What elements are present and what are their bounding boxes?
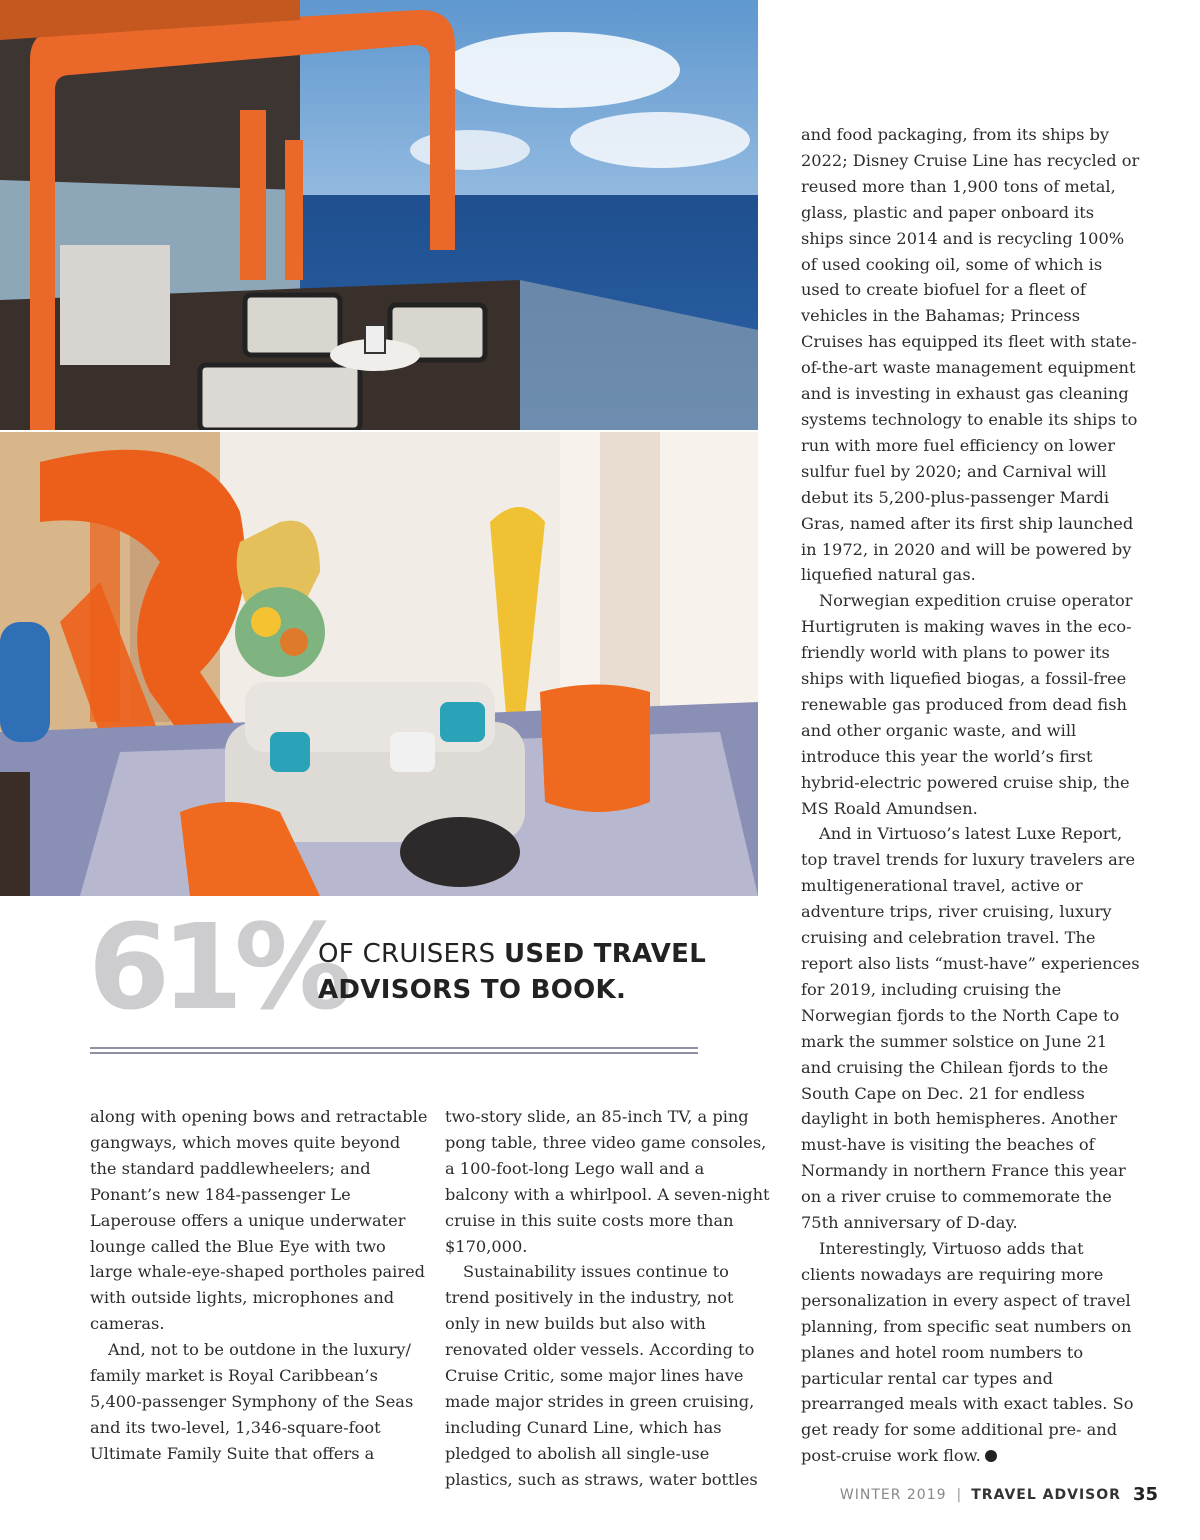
footer-magazine: TRAVEL ADVISOR xyxy=(971,1486,1121,1503)
stat-caption-bold-2: ADVISORS TO BOOK. xyxy=(318,975,627,1005)
footer-issue: WINTER 2019 xyxy=(839,1486,947,1503)
paragraph-final-text: Interestingly, Virtuoso adds that clients nowadays are requiring more personalization in every aspect of travel planning, from specific seat numbers on planes and hotel room numbers to particular rental car types and prearranged meals with exact tables. So get ready for some additional pre- and post-cruise work flow. xyxy=(801,1238,1134,1466)
paragraph: And in Virtuoso’s latest Luxe Report, top travel trends for luxury travelers are multigenerational travel, active or adventure trips, river cruising, luxury cruising and celebration travel. The report also lists “must-have” experiences for 2019, including cruising the Norwegian fjords to the North Cape to mark the summer solstice on June 21 and cruising the Chilean fjords to the South Cape on Dec. 21 for endless daylight in both hemispheres. Another must-have is visiting the beaches of Normandy in northern France this year on a river cruise to commemorate the 75th anniversary of D-day. xyxy=(801,824,1140,1233)
stat-divider-top xyxy=(90,1047,698,1049)
article-column-2 xyxy=(445,1104,770,1493)
end-mark-icon xyxy=(985,1450,997,1462)
stat-caption-bold-1: USED TRAVEL xyxy=(503,939,707,969)
paragraph: along with opening bows and retractable gangways, which moves quite beyond the standard paddlewheelers; and Ponant’s new 184-passenger Le Laperouse offers a unique underwater lounge called the Blue Eye with two large whale-eye-shaped portholes paired with outside lights, microphones and cameras. xyxy=(90,1107,428,1334)
paragraph-final xyxy=(801,1236,1141,1469)
deck-lounge-illustration xyxy=(0,0,758,430)
stat-caption-light: OF CRUISERS xyxy=(318,939,504,969)
paragraph: and food packaging, from its ships by 2022; Disney Cruise Line has recycled or reused more than 1,900 tons of metal, glass, plastic and paper onboard its ships since 2014 and is recycling 100% of used cooking oil, some of which is used to create biofuel for a fleet of vehicles in the Bahamas; Princess Cruises has equipped its fleet with state-of-the-art waste management equipment and is investing in exhaust gas cleaning systems technology to enable its ships to run with more fuel efficiency on lower sulfur fuel by 2020; and Carnival will debut its 5,200-plus-passenger Mardi Gras, named after its first ship launched in 1972, in 2020 and will be powered by liquefied natural gas. xyxy=(801,125,1140,585)
page-footer xyxy=(840,1484,1158,1505)
stat-caption xyxy=(318,936,718,1008)
article-column-1 xyxy=(90,1104,430,1467)
paragraph: Norwegian expedition cruise operator Hurtigruten is making waves in the eco-friendly world with plans to power its ships with liquefied biogas, a fossil-free renewable gas produced from dead fish and other organic waste, and will introduce this year the world’s first hybrid-electric powered cruise ship, the MS Roald Amundsen. xyxy=(801,591,1133,818)
stat-percentage: 61% xyxy=(88,898,344,1036)
family-suite-illustration xyxy=(0,432,758,896)
paragraph: And, not to be outdone in the luxury/ family market is Royal Caribbean’s 5,400-passenger Symphony of the Seas and its two-level, 1,346-square-foot Ultimate Family Suite that offers a xyxy=(90,1340,414,1463)
family-suite-photo xyxy=(0,432,758,896)
article-column-3 xyxy=(801,122,1141,1469)
page-number: 35 xyxy=(1132,1484,1158,1505)
deck-lounge-photo xyxy=(0,0,758,430)
footer-separator: | xyxy=(956,1486,962,1503)
stat-divider-bottom xyxy=(90,1052,698,1054)
paragraph: two-story slide, an 85-inch TV, a ping pong table, three video game consoles, a 100-foot-long Lego wall and a balcony with a whirlpool. A seven-night cruise in this suite costs more than $170,000. xyxy=(445,1107,770,1256)
paragraph: Sustainability issues continue to trend positively in the industry, not only in new builds but also with renovated older vessels. According to Cruise Critic, some major lines have made major strides in green cruising, including Cunard Line, which has pledged to abolish all single-use plastics, such as straws, water bottles xyxy=(445,1262,758,1489)
